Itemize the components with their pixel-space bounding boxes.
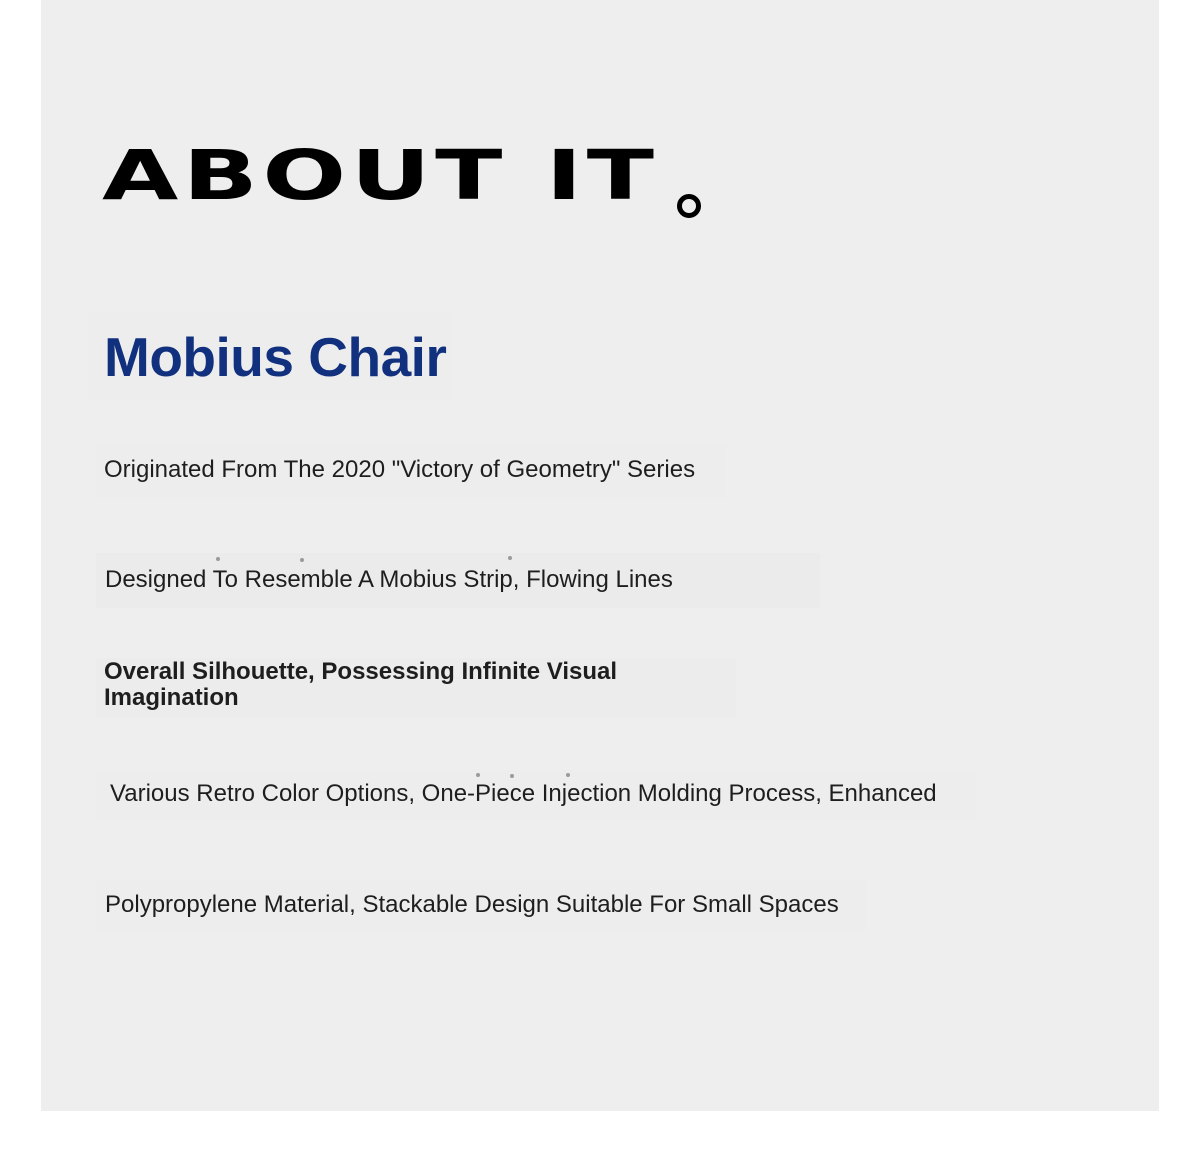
feature-design: Designed To Resemble A Mobius Strip, Flowing Lines	[96, 553, 820, 608]
texture-speck	[508, 556, 512, 560]
feature-process: Various Retro Color Options, One-Piece Injection Molding Process, Enhanced	[96, 770, 976, 820]
texture-speck	[300, 558, 304, 562]
texture-speck	[566, 773, 570, 777]
texture-speck	[476, 773, 480, 777]
texture-speck	[510, 774, 514, 778]
feature-silhouette: Overall Silhouette, Possessing Infinite Visual Imagination	[96, 658, 736, 718]
feature-material: Polypropylene Material, Stackable Design Suitable For Small Spaces	[96, 880, 866, 932]
texture-speck	[216, 557, 220, 561]
heading-dot-icon	[677, 194, 701, 218]
section-heading: ABOUT IT	[102, 134, 659, 216]
product-title: Mobius Chair	[88, 313, 452, 399]
feature-origin: Originated From The 2020 "Victory of Geometry" Series	[96, 444, 726, 498]
